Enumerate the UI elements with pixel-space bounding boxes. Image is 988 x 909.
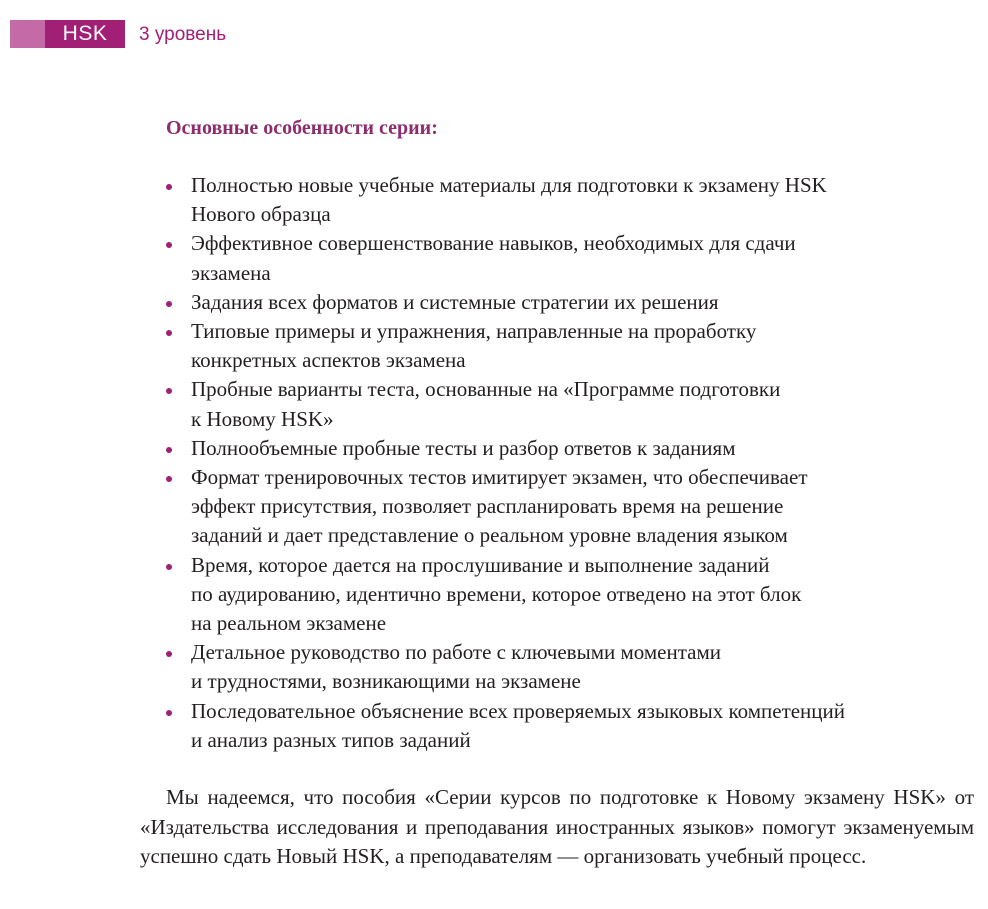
feature-list bbox=[166, 171, 966, 755]
list-item-text: Типовые примеры и упражнения, направленные на проработку конкретных аспектов экзамена bbox=[191, 319, 757, 373]
bullet-dot-icon bbox=[166, 476, 172, 482]
bullet-dot-icon bbox=[166, 301, 172, 307]
list-item-text: Полностью новые учебные материалы для подготовки к экзамену HSK Нового образца bbox=[191, 173, 827, 227]
list-item bbox=[166, 697, 966, 755]
list-item bbox=[166, 463, 966, 551]
list-item-text: Детальное руководство по работе с ключевыми моментами и трудностями, возникающими на экзамене bbox=[191, 640, 722, 694]
list-item-text: Формат тренировочных тестов имитирует экзамен, что обеспечивает эффект присутствия, позволяет распланировать время на решение заданий и дает представление о реальном уровне владения языком bbox=[191, 465, 808, 548]
header-band bbox=[10, 20, 125, 48]
bullet-dot-icon bbox=[166, 242, 172, 248]
hsk-badge: HSK bbox=[45, 20, 125, 48]
list-item bbox=[166, 171, 966, 229]
header-accent-light bbox=[10, 20, 45, 48]
list-item-text: Задания всех форматов и системные стратегии их решения bbox=[191, 289, 719, 314]
list-item-text: Полнообъемные пробные тесты и разбор ответов к заданиям bbox=[191, 435, 736, 460]
list-item bbox=[166, 288, 966, 317]
list-item bbox=[166, 434, 966, 463]
bullet-dot-icon bbox=[166, 564, 172, 570]
level-label: 3 уровень bbox=[139, 24, 227, 45]
bullet-dot-icon bbox=[166, 184, 172, 190]
list-item-text: Последовательное объяснение всех проверяемых языковых компетенций и анализ разных типов заданий bbox=[191, 698, 846, 752]
bullet-dot-icon bbox=[166, 651, 172, 657]
list-item-text: Пробные варианты теста, основанные на «Программе подготовки к Новому HSK» bbox=[191, 377, 781, 431]
bullet-dot-icon bbox=[166, 710, 172, 716]
list-item bbox=[166, 229, 966, 287]
list-item-text: Эффективное совершенствование навыков, необходимых для сдачи экзамена bbox=[191, 231, 796, 285]
bullet-dot-icon bbox=[166, 330, 172, 336]
list-item-text: Время, которое дается на прослушивание и выполнение заданий по аудированию, идентично времени, которое отведено на этот блок на реальном экзамене bbox=[191, 552, 802, 636]
bullet-dot-icon bbox=[166, 388, 172, 394]
closing-paragraph: Мы надеемся, что пособия «Серии курсов по подготовке к Новому экзамену HSK» от «Издательства исследования и преподавания иностранных языков» помогут экзаменуемым успешно сдать Новый HSK, а преподавателям — организовать учебный процесс. bbox=[140, 785, 974, 868]
list-item bbox=[166, 375, 966, 433]
list-item bbox=[166, 638, 966, 696]
bullet-dot-icon bbox=[166, 447, 172, 453]
list-item bbox=[166, 551, 966, 639]
list-item bbox=[166, 317, 966, 375]
section-heading: Основные особенности серии: bbox=[166, 117, 438, 139]
